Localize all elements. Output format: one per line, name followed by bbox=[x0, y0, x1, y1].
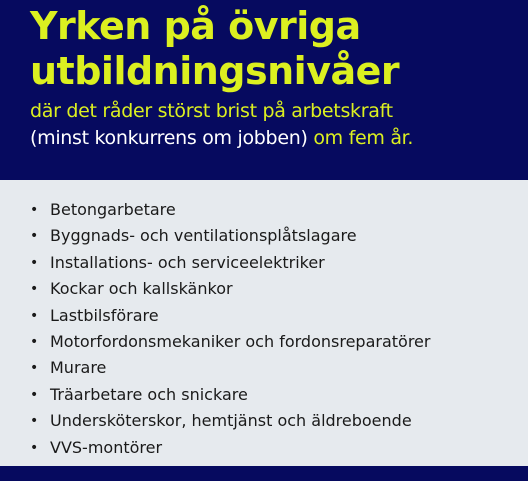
list-item-label: Murare bbox=[50, 358, 107, 378]
list-item bbox=[30, 382, 528, 408]
bullet-icon: • bbox=[30, 386, 39, 403]
list-item-label: Motorfordonsmekaniker och fordonsreparatörer bbox=[50, 332, 431, 352]
bullet-icon: • bbox=[30, 228, 39, 245]
bullet-icon: • bbox=[30, 439, 39, 456]
bullet-icon: • bbox=[30, 281, 39, 298]
list-item-label: VVS-montörer bbox=[50, 437, 163, 457]
bullet-icon: • bbox=[30, 254, 39, 271]
occupation-list bbox=[0, 180, 528, 461]
list-item bbox=[30, 223, 528, 249]
list-item-label: Kockar och kallskänkor bbox=[50, 279, 233, 299]
list-item bbox=[30, 303, 528, 329]
list-item bbox=[30, 435, 528, 461]
title-line-2: utbildningsnivåer bbox=[30, 49, 400, 93]
list-item-label: Träarbetare och snickare bbox=[50, 384, 248, 404]
list-item-label: Undersköterskor, hemtjänst och äldreboende bbox=[50, 411, 412, 431]
list-item-label: Installations- och serviceelektriker bbox=[50, 252, 325, 272]
title-line-1: Yrken på övriga bbox=[30, 4, 361, 48]
list-item bbox=[30, 276, 528, 302]
bullet-icon: • bbox=[30, 307, 39, 324]
footer-bar bbox=[0, 466, 528, 481]
list-item-label: Betongarbetare bbox=[50, 200, 176, 219]
list-item-label: Lastbilsförare bbox=[50, 305, 159, 325]
subtitle-parenthetical: (minst konkurrens om jobben) bbox=[30, 127, 308, 149]
occupation-list-panel bbox=[0, 180, 528, 466]
bullet-icon: • bbox=[30, 334, 39, 351]
subtitle-ending: om fem år. bbox=[307, 127, 414, 149]
subtitle bbox=[30, 98, 500, 152]
bullet-icon: • bbox=[30, 360, 39, 377]
list-item bbox=[30, 329, 528, 355]
bullet-icon: • bbox=[30, 413, 39, 430]
list-item bbox=[30, 250, 528, 276]
header-banner bbox=[0, 0, 528, 180]
list-item bbox=[30, 197, 528, 223]
page-title bbox=[30, 4, 500, 94]
list-item bbox=[30, 408, 528, 434]
list-item bbox=[30, 355, 528, 381]
subtitle-line-1: där det råder störst brist på arbetskraft bbox=[30, 100, 393, 122]
bullet-icon: • bbox=[30, 202, 39, 218]
list-item-label: Byggnads- och ventilationsplåtslagare bbox=[50, 226, 357, 246]
